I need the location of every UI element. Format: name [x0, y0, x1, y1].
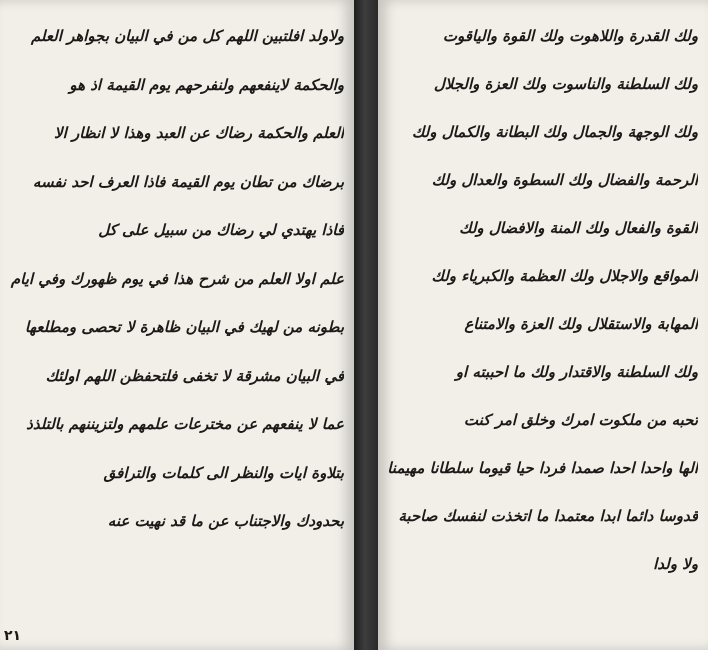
text-line: بتلاوة ايات والنظر الى كلمات والترافق: [103, 463, 344, 482]
text-line: المهابة والاستقلال ولك العزة والامتناع: [464, 315, 698, 333]
text-line: فاذا يهتدي لي رضاك من سبيل على كل: [98, 221, 344, 239]
text-line: علم اولا العلم من شرح هذا في يوم ظهورك وفي ايام: [10, 269, 344, 288]
text-line: تحبه من ملكوت امرك وخلق امر كنت: [463, 411, 698, 429]
text-line: ولاولد افلتبين اللهم كل من في البيان بجواهر العلم: [30, 27, 344, 45]
text-line: العلم والحكمة رضاك عن العبد وهذا لا انظار الا: [54, 124, 344, 142]
text-line: برضاك من تطان يوم القيمة فاذا العرف احد نفسه: [32, 172, 344, 191]
text-line: القوة والفعال ولك المنة والافضال ولك: [459, 219, 698, 237]
text-line: في البيان مشرقة لا تخفى فلتحفظن اللهم اولئك: [45, 366, 344, 385]
text-line: الها واحدا احدا صمدا فردا حيا قيوما سلطانا مهيمنا: [387, 459, 698, 477]
text-line: ولك السلطنة والاقتدار ولك ما احببته او: [455, 363, 698, 381]
text-line: ولا ولدا: [653, 555, 698, 573]
text-line: ولك الوجهة والجمال ولك البطانة والكمال ولك: [412, 123, 698, 141]
text-line: ولك القدرة واللاهوت ولك القوة والياقوت: [442, 27, 698, 45]
text-line: ولك السلطنة والناسوت ولك العزة والجلال: [433, 75, 698, 93]
text-line: المواقع والاجلال ولك العظمة والكبرياء ولك: [431, 267, 698, 285]
text-line: بطونه من لهيك في البيان ظاهرة لا تحصى ومطلعها: [24, 318, 344, 336]
right-page-text: [386, 12, 698, 588]
text-line: بحدودك والاجتناب عن ما قد نهيت عنه: [107, 512, 344, 530]
page-number: ٢١: [4, 628, 22, 644]
text-line: قدوسا دائما ابدا معتمدا ما اتخذت لنفسك صاحبة: [398, 507, 698, 525]
text-line: والحكمة لاينفعهم ولنفرحهم يوم القيمة اذ هو: [69, 75, 344, 94]
book-gutter: [354, 0, 378, 650]
left-page-text: [8, 12, 344, 546]
text-line: عما لا ينفعهم عن مخترعات علمهم ولتزيننهم بالتلذذ: [26, 415, 344, 433]
text-line: الرحمة والفضال ولك السطوة والعدال ولك: [431, 171, 698, 189]
right-page: [378, 0, 708, 650]
